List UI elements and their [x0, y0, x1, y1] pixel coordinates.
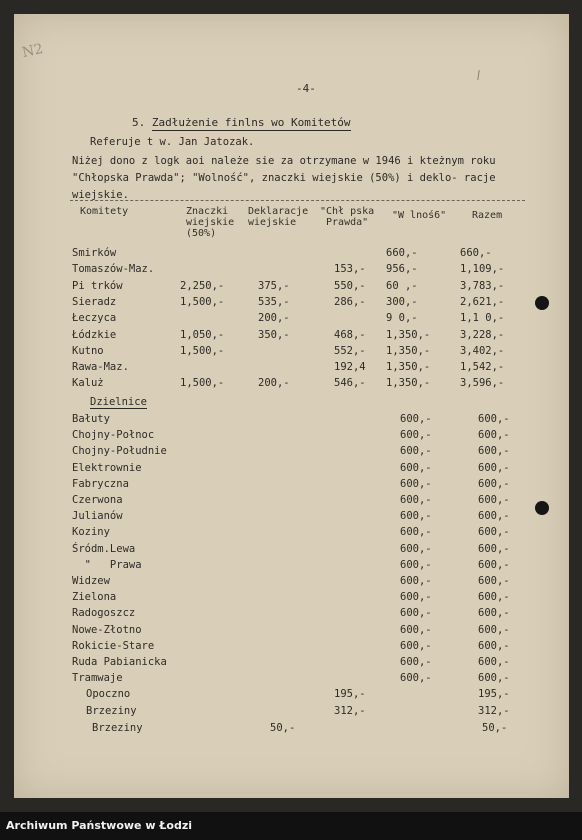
row-chlopska: 195,-: [334, 688, 366, 701]
row-wolnosc: 1,350,-: [386, 361, 431, 374]
row-name: Łeczyca: [72, 312, 117, 325]
table-row: [0, 607, 555, 623]
row-chlopska: 192,4: [334, 361, 366, 374]
intro-paragraph: Niżej dono z logk aoi należe sie za otrzymane w 1946 i kteżnym roku "Chłopska Prawda"; "Wolność", znaczki wiejskie (50%) i deklo- racje wiejskie.: [72, 155, 496, 201]
archive-footer: [0, 812, 582, 840]
table-row: [0, 413, 555, 429]
table-row: [0, 705, 555, 721]
row-wolnosc: 60 ,-: [386, 279, 418, 292]
row-total: 2,621,-: [460, 295, 505, 308]
row-name: Łódzkie: [72, 328, 117, 341]
row-name: Julianów: [72, 510, 123, 523]
table-row: [0, 559, 555, 575]
table-row: [0, 672, 555, 688]
row-total: 600,-: [478, 542, 510, 555]
archive-name: Archiwum Państwowe w Łodzi: [6, 819, 193, 832]
row-chlopska: 286,-: [334, 295, 366, 308]
row-total: 600,-: [478, 607, 510, 620]
row-wolnosc: 600,-: [400, 542, 432, 555]
row-znaczki: 2,250,-: [180, 279, 225, 292]
row-name: Chojny-Połnoc: [72, 429, 155, 442]
table-row: [0, 510, 555, 526]
row-total: 3,228,-: [460, 328, 505, 341]
row-name: Nowe-Złotno: [72, 623, 142, 636]
table-row: [0, 494, 555, 510]
row-name: Zielona: [72, 591, 117, 604]
row-name: Czerwona: [72, 494, 123, 506]
table-row: [0, 377, 555, 393]
row-wolnosc: 600,-: [400, 461, 432, 474]
row-wolnosc: 600,-: [400, 607, 432, 620]
row-wolnosc: 600,-: [400, 494, 432, 506]
row-chlopska: 546,-: [334, 377, 366, 390]
row-name: Sieradz: [72, 295, 117, 308]
row-wolnosc: 600,-: [400, 526, 432, 539]
row-total: 600,-: [478, 623, 510, 636]
row-znaczki: 1,500,-: [180, 295, 225, 308]
col-header-znaczki: Znaczki wiejskie (50%): [186, 206, 235, 239]
row-name: Kaluż: [72, 377, 104, 390]
row-deklaracje: 200,-: [258, 312, 290, 325]
table-row: [0, 296, 555, 312]
col-header-chlopska: "Chł pska Prawda": [320, 206, 375, 228]
section-heading: [132, 116, 351, 129]
row-name: Widzew: [72, 575, 110, 587]
row-name: Opoczno: [86, 688, 131, 701]
row-wolnosc: 600,-: [400, 639, 432, 652]
row-chlopska: 312,-: [334, 704, 366, 717]
row-deklaracje: 535,-: [258, 295, 290, 308]
row-wolnosc: 600,-: [400, 656, 432, 668]
row-total: 600,-: [478, 639, 510, 652]
row-wolnosc: 600,-: [400, 510, 432, 523]
table-row: [0, 624, 555, 640]
subsection-label: Dzielnice: [90, 396, 147, 408]
row-wolnosc: 9 0,-: [386, 312, 418, 325]
table-row: [0, 478, 555, 494]
section-title: Zadłużenie finlns wo Komitetów: [151, 116, 351, 129]
table-row: [0, 361, 555, 377]
row-deklaracje: 375,-: [258, 279, 290, 292]
table-row: [0, 462, 555, 478]
row-name: Tramwaje: [72, 672, 123, 685]
table-row: [0, 688, 555, 704]
row-name: Smirków: [72, 247, 117, 259]
row-znaczki: 1,050,-: [180, 328, 225, 341]
row-total: 3,783,-: [460, 279, 505, 292]
row-wolnosc: 600,-: [400, 477, 432, 490]
row-chlopska: 550,-: [334, 279, 366, 292]
row-chlopska: 552,-: [334, 344, 366, 357]
row-deklaracje: 50,-: [270, 722, 296, 734]
row-total: 600,-: [478, 558, 510, 571]
row-total: 660,-: [460, 247, 492, 259]
col-header-deklaracje: Deklaracje wiejskie: [248, 206, 309, 228]
row-total: 600,-: [478, 494, 510, 506]
row-total: 600,-: [478, 461, 510, 474]
table-row: [0, 543, 555, 559]
row-wolnosc: 956,-: [386, 263, 418, 276]
row-total: 600,-: [478, 445, 510, 458]
row-total: 312,-: [478, 704, 510, 717]
row-name: Brzeziny: [86, 704, 137, 717]
row-total: 1,542,-: [460, 361, 505, 374]
table-row: [0, 312, 555, 328]
row-name: Rokicie-Stare: [72, 639, 155, 652]
row-wolnosc: 600,-: [400, 445, 432, 458]
row-wolnosc: 1,350,-: [386, 328, 431, 341]
row-name: " Prawa: [72, 558, 142, 571]
row-total: 50,-: [482, 722, 508, 734]
table-row: [0, 247, 555, 263]
row-total: 1,1 0,-: [460, 312, 505, 325]
table-row: [0, 280, 555, 296]
row-name: Brzeziny: [92, 722, 143, 734]
row-total: 600,-: [478, 526, 510, 539]
row-wolnosc: 1,350,-: [386, 377, 431, 390]
row-name: Kutno: [72, 344, 104, 357]
pencil-note: N2: [20, 40, 45, 62]
table-row: [0, 640, 555, 656]
table-row: [0, 345, 555, 361]
row-znaczki: 1,500,-: [180, 377, 225, 390]
col-header-komitety: Komitety: [80, 206, 129, 217]
row-deklaracje: 350,-: [258, 328, 290, 341]
row-total: 600,-: [478, 591, 510, 604]
table-row: [0, 445, 555, 461]
row-wolnosc: 1,350,-: [386, 344, 431, 357]
table-row: [0, 526, 555, 542]
row-name: Ruda Pabianicka: [72, 656, 167, 668]
row-chlopska: 468,-: [334, 328, 366, 341]
intro-line: Referuje t w. Jan Jatozak.: [90, 136, 255, 148]
row-name: Pi trków: [72, 279, 123, 292]
table-row: [0, 329, 555, 345]
row-wolnosc: 660,-: [386, 247, 418, 259]
table-row: [0, 263, 555, 279]
table-row: [0, 575, 555, 591]
row-wolnosc: 300,-: [386, 295, 418, 308]
row-total: 600,-: [478, 656, 510, 668]
row-wolnosc: 600,-: [400, 429, 432, 442]
row-total: 600,-: [478, 510, 510, 523]
row-total: 600,-: [478, 575, 510, 587]
row-total: 600,-: [478, 413, 510, 425]
row-total: 600,-: [478, 672, 510, 685]
row-name: Śródm.Lewa: [72, 542, 136, 555]
row-total: 600,-: [478, 429, 510, 442]
col-header-wolnosc: "W lnoś6": [392, 210, 447, 221]
row-total: 3,402,-: [460, 344, 505, 357]
row-name: Radogoszcz: [72, 607, 136, 620]
row-name: Koziny: [72, 526, 110, 539]
row-name: Chojny-Południe: [72, 445, 167, 458]
table-row: [0, 429, 555, 445]
row-wolnosc: 600,-: [400, 672, 432, 685]
table-row: [0, 722, 555, 738]
row-deklaracje: 200,-: [258, 377, 290, 390]
page-number: -4-: [296, 82, 316, 95]
row-wolnosc: 600,-: [400, 413, 432, 425]
row-name: Tomaszów-Maz.: [72, 263, 155, 276]
row-total: 3,596,-: [460, 377, 505, 390]
row-wolnosc: 600,-: [400, 591, 432, 604]
table-row: [0, 591, 555, 607]
row-wolnosc: 600,-: [400, 558, 432, 571]
row-total: 1,109,-: [460, 263, 505, 276]
col-header-razem: Razem: [472, 210, 503, 221]
row-total: 195,-: [478, 688, 510, 701]
table-header-rule: [70, 200, 525, 201]
table-row: [0, 656, 555, 672]
row-name: Rawa-Maz.: [72, 361, 129, 374]
row-znaczki: 1,500,-: [180, 344, 225, 357]
row-name: Fabryczna: [72, 477, 129, 490]
row-name: Elektrownie: [72, 461, 142, 474]
section-number: 5.: [132, 116, 146, 129]
row-wolnosc: 600,-: [400, 623, 432, 636]
row-wolnosc: 600,-: [400, 575, 432, 587]
row-name: Bałuty: [72, 413, 110, 425]
row-total: 600,-: [478, 477, 510, 490]
row-chlopska: 153,-: [334, 263, 366, 276]
